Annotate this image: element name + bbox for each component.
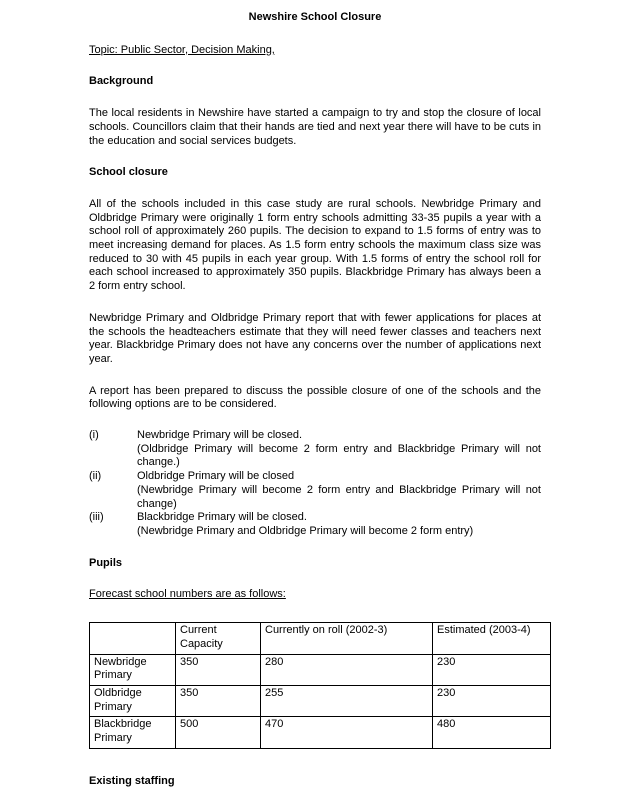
page-title: Newshire School Closure (248, 11, 382, 23)
table-header-cell-school (90, 623, 176, 654)
heading-background: Background (89, 75, 154, 88)
list-item-marker: (ii) (89, 470, 102, 483)
list-item-main-text: Oldbridge Primary will be closed (137, 470, 295, 483)
table-cell-on-roll: 255 (261, 685, 433, 716)
heading-school-closure: School closure (89, 166, 168, 179)
table-cell-on-roll: 280 (261, 654, 433, 685)
table-cell-school: Oldbridge Primary (90, 685, 176, 716)
paragraph-background: The local residents in Newshire have started a campaign to try and stop the closure of local schools. Councillors claim that their hands are tied and next year there will have to be cuts in the education and social services budgets. (89, 107, 541, 147)
table-cell-estimated: 230 (433, 654, 551, 685)
list-item-main-text: Blackbridge Primary will be closed. (137, 511, 307, 524)
table-row (90, 685, 551, 716)
paragraph-school-closure-3: A report has been prepared to discuss the possible closure of one of the schools and the following options are to be considered. (89, 384, 541, 411)
list-item-sub-text: (Oldbridge Primary will become 2 form entry and Blackbridge Primary will not change.) (137, 442, 541, 469)
list-item-marker: (iii) (89, 511, 104, 524)
heading-pupils: Pupils (89, 556, 123, 569)
pupils-table (89, 622, 551, 749)
paragraph-school-closure-1: All of the schools included in this case study are rural schools. Newbridge Primary and Oldbridge Primary were originally 1 form entry schools admitting 33-35 pupils a year with a school roll of approximately 260 pupils. The decision to expand to 1.5 forms of entry was to meet increasing demand for places. As 1.5 form entry schools the maximum class size was reduced to 30 with 45 pupils in each year group. With 1.5 forms of entry the school roll for each school increased to approximately 350 pupils. Blackbridge Primary has always been a 2 form entry school. (89, 197, 541, 293)
list-item-main-text: Newbridge Primary will be closed. (137, 429, 303, 442)
forecast-note (89, 570, 541, 602)
table-cell-on-roll: 470 (261, 717, 433, 748)
table-cell-estimated: 230 (433, 685, 551, 716)
topic-line (89, 25, 541, 58)
list-item (89, 470, 541, 511)
table-header-row (90, 623, 551, 654)
list-item-sub-text: (Newbridge Primary will become 2 form entry and Blackbridge Primary will not change) (137, 483, 541, 510)
table-cell-school: Newbridge Primary (90, 654, 176, 685)
options-list (89, 412, 541, 539)
forecast-note-text: Forecast school numbers are as follows: (89, 588, 286, 601)
table-header-cell-estimated: Estimated (2003-4) (433, 623, 551, 654)
list-item-sub-text: (Newbridge Primary and Oldbridge Primary will become 2 form entry) (137, 524, 474, 537)
list-item (89, 511, 541, 538)
pupils-table-container (89, 602, 541, 749)
table-header-cell-on-roll: Currently on roll (2002-3) (261, 623, 433, 654)
table-cell-school: Blackbridge Primary (90, 717, 176, 748)
table-cell-estimated: 480 (433, 717, 551, 748)
table-cell-capacity: 500 (176, 717, 261, 748)
heading-existing-staffing: Existing staffing (89, 774, 175, 787)
list-item (89, 429, 541, 470)
table-header-cell-capacity: Current Capacity (176, 623, 261, 654)
topic-label: Topic: Public Sector, Decision Making, (89, 43, 275, 56)
table-cell-capacity: 350 (176, 685, 261, 716)
paragraph-school-closure-2: Newbridge Primary and Oldbridge Primary report that with fewer applications for places at the schools the headteachers estimate that they will need fewer classes and teachers next year. Blackbridge Primary does not have any concerns over the number of applications next year. (89, 311, 541, 365)
table-row (90, 654, 551, 685)
table-cell-capacity: 350 (176, 654, 261, 685)
list-item-marker: (i) (89, 429, 99, 442)
table-row (90, 717, 551, 748)
document-body (89, 0, 541, 788)
